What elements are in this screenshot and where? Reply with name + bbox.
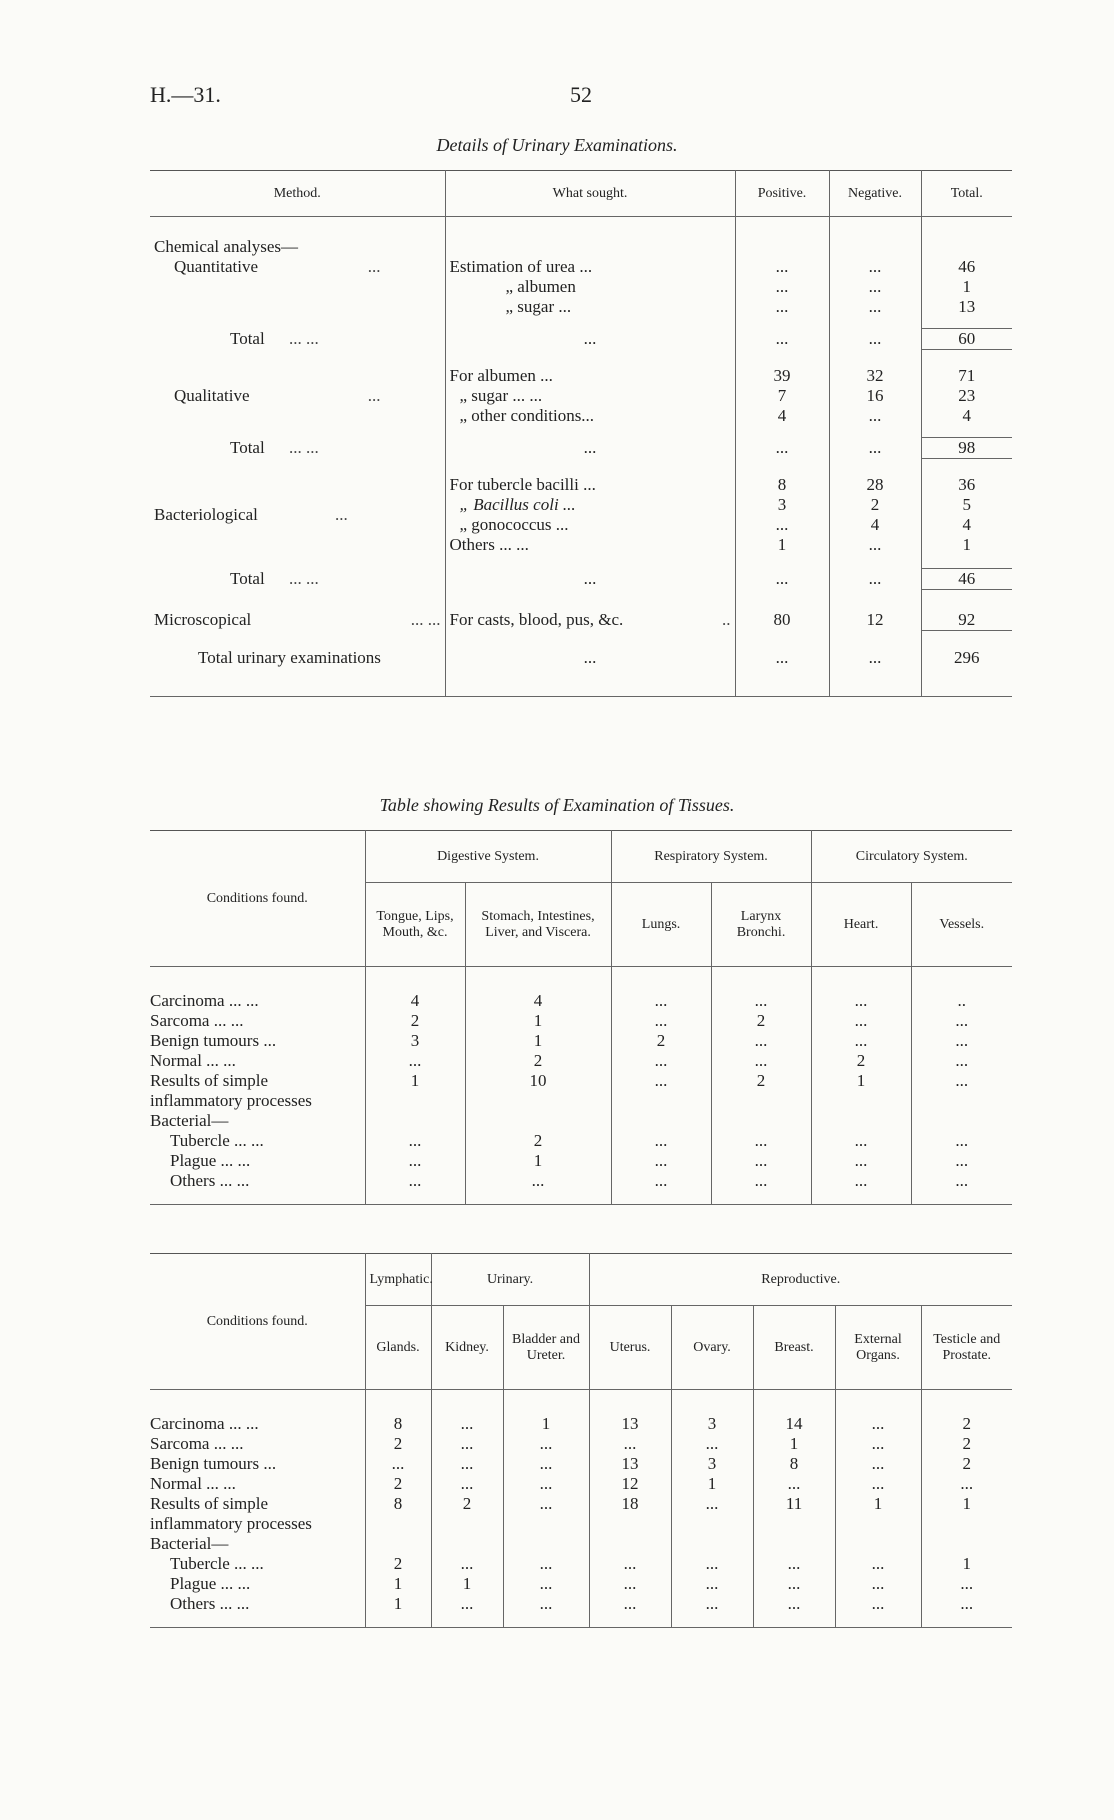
qual-what-1: „ sugar ... ... [445, 386, 735, 406]
condition-label: Results of simple inflammatory processes [150, 1071, 365, 1111]
cell: 1 [962, 1553, 972, 1573]
cell: ... [611, 1011, 711, 1031]
table-row [150, 1454, 1012, 1474]
cell: ... [589, 1574, 671, 1594]
cell: ... [835, 1434, 921, 1454]
tissues-table-1 [150, 830, 1012, 1205]
col-kidney: Kidney. [431, 1306, 503, 1390]
cell [835, 1534, 921, 1554]
condition-label: Plague ... ... [150, 1574, 365, 1594]
table-row [150, 1171, 1012, 1191]
cell: 2 [711, 1071, 811, 1111]
cell: ... [589, 1554, 671, 1574]
cell [753, 1534, 835, 1554]
cell: 1 [962, 534, 971, 554]
cell: ... [960, 1473, 974, 1493]
cell: ... [835, 1454, 921, 1474]
bact-what-2: „ gonococcus ... [445, 515, 735, 535]
cell: 5 [962, 494, 971, 514]
group-circulatory: Circulatory System. [811, 831, 1012, 883]
cell: 1 [835, 1494, 921, 1534]
cell: ... [503, 1454, 589, 1474]
cell: ... [365, 1051, 465, 1071]
cell: ... [955, 1010, 969, 1030]
leader-dots: ... [367, 256, 381, 276]
cell: ... [611, 1171, 711, 1191]
cell: 1 [735, 535, 829, 555]
bacteriological-label: Bacteriological [154, 504, 258, 524]
cell: ... [445, 329, 735, 350]
cell: ... [503, 1594, 589, 1614]
cell: 1 [671, 1474, 753, 1494]
cell: 71 [958, 365, 976, 385]
cell: ... [735, 297, 829, 317]
cell: ... [829, 329, 921, 350]
condition-label: Sarcoma ... ... [150, 1434, 365, 1454]
qualitative-row [150, 386, 1012, 406]
leader-dots: ... [367, 385, 381, 405]
cell: 2 [962, 1413, 972, 1433]
cell: 2 [611, 1031, 711, 1051]
table-row [150, 1131, 1012, 1151]
col-larynx: Larynx Bronchi. [711, 883, 811, 967]
cell: ... [671, 1554, 753, 1574]
cell: ... [829, 438, 921, 459]
cell: ... [431, 1414, 503, 1434]
cell: ... [835, 1474, 921, 1494]
cell: 13 [589, 1454, 671, 1474]
leader-dots: ... ... [288, 328, 319, 348]
grand-total-label: Total urinary examinations [150, 648, 445, 668]
quantitative-label: Quantitative [174, 256, 259, 276]
cell: ... [811, 1131, 911, 1151]
cell: ... [611, 1071, 711, 1111]
cell: 1 [503, 1414, 589, 1434]
quantitative-total-row [150, 329, 1012, 350]
cell: 7 [735, 386, 829, 406]
cell: ... [611, 1051, 711, 1071]
cell: ... [589, 1434, 671, 1454]
table-row [150, 1574, 1012, 1594]
cell: 2 [365, 1474, 431, 1494]
cell: ... [829, 569, 921, 590]
cell [365, 1111, 465, 1131]
cell: 2 [962, 1453, 972, 1473]
cell: ... [960, 1593, 974, 1613]
cell: 4 [829, 515, 921, 535]
cell: ... [611, 1151, 711, 1171]
qualitative-total-row [150, 438, 1012, 459]
cell: 13 [589, 1414, 671, 1434]
cell [611, 1111, 711, 1131]
tissues-table-2 [150, 1253, 1012, 1628]
cell: 12 [829, 610, 921, 631]
cell: ... [829, 297, 921, 317]
cell: ... [735, 277, 829, 297]
condition-label: Carcinoma ... ... [150, 991, 365, 1011]
cell: 14 [753, 1414, 835, 1434]
table-row [150, 1474, 1012, 1494]
cell: 2 [811, 1051, 911, 1071]
cell: 8 [365, 1494, 431, 1534]
condition-label: Normal ... ... [150, 1051, 365, 1071]
quant-what-1: „ albumen [445, 277, 735, 297]
cell [671, 1534, 753, 1554]
cell: ... [735, 329, 829, 350]
total-label: Total [230, 437, 265, 457]
quantitative-row [150, 257, 1012, 277]
group-respiratory: Respiratory System. [611, 831, 811, 883]
col-vessels: Vessels. [911, 883, 1012, 967]
cell: ... [465, 1171, 611, 1191]
cell: 36 [958, 474, 976, 494]
condition-label: Plague ... ... [150, 1151, 365, 1171]
cell: 1 [365, 1594, 431, 1614]
condition-label: Normal ... ... [150, 1474, 365, 1494]
condition-label: Bacterial— [150, 1111, 365, 1131]
col-breast: Breast. [753, 1306, 835, 1390]
col-heart: Heart. [811, 883, 911, 967]
cell: ... [431, 1554, 503, 1574]
chemical-heading-row [150, 237, 1012, 257]
bact-what-0: For tubercle bacilli ... [445, 475, 735, 495]
microscopical-row [150, 610, 1012, 631]
leader-dots: ... ... [288, 568, 319, 588]
cell: ... [431, 1434, 503, 1454]
col-ovary: Ovary. [671, 1306, 753, 1390]
cell: ... [835, 1414, 921, 1434]
cell [365, 1534, 431, 1554]
bact-what-1: „ Bacillus coli ... [445, 495, 735, 515]
cell: ... [503, 1434, 589, 1454]
cell: 3 [671, 1414, 753, 1434]
col-stomach: Stomach, Intestines, Liver, and Viscera. [465, 883, 611, 967]
bacteriological-row [150, 515, 1012, 535]
cell: ... [711, 1131, 811, 1151]
table-row [150, 1111, 1012, 1131]
cell: ... [671, 1594, 753, 1614]
bacteriological-total-row [150, 569, 1012, 590]
cell: ... [955, 1030, 969, 1050]
condition-label: Tubercle ... ... [150, 1131, 365, 1151]
cell: 8 [365, 1414, 431, 1434]
cell: ... [811, 1151, 911, 1171]
cell: ... [735, 438, 829, 459]
col-method: Method. [150, 171, 445, 217]
condition-label: Bacterial— [150, 1534, 365, 1554]
leader-dots: ... ... [410, 609, 441, 629]
cell [503, 1534, 589, 1554]
document-reference: H.—31. [150, 82, 221, 107]
cell: ... [735, 515, 829, 535]
cell: ... [445, 569, 735, 590]
condition-label: Others ... ... [150, 1594, 365, 1614]
group-lymphatic: Lymphatic. [365, 1254, 431, 1306]
cell: 1 [431, 1574, 503, 1594]
group-reproductive: Reproductive. [589, 1254, 1012, 1306]
cell: 1 [365, 1574, 431, 1594]
qual-what-2: „ other conditions... [445, 406, 735, 426]
cell: 4 [735, 406, 829, 426]
microscopical-label: Microscopical [154, 609, 252, 629]
cell: 3 [735, 495, 829, 515]
cell: ... [365, 1454, 431, 1474]
cell: 39 [735, 366, 829, 386]
condition-label: Sarcoma ... ... [150, 1011, 365, 1031]
cell: 1 [753, 1434, 835, 1454]
cell: 46 [958, 256, 976, 276]
qual-what-0: For albumen ... [445, 366, 735, 386]
cell: ... [589, 1594, 671, 1614]
urinary-examinations-table [150, 170, 1012, 697]
cell: ... [829, 535, 921, 555]
cell: ... [431, 1474, 503, 1494]
group-urinary: Urinary. [431, 1254, 589, 1306]
cell: ... [611, 991, 711, 1011]
condition-label: Tubercle ... ... [150, 1554, 365, 1574]
cell: ... [671, 1574, 753, 1594]
col-tongue: Tongue, Lips, Mouth, &c. [365, 883, 465, 967]
cell: ... [365, 1151, 465, 1171]
cell: 1 [465, 1031, 611, 1051]
table-row [150, 1494, 1012, 1534]
condition-label: Benign tumours ... [150, 1031, 365, 1051]
cell: 2 [365, 1434, 431, 1454]
condition-label: Carcinoma ... ... [150, 1414, 365, 1434]
cell: 12 [589, 1474, 671, 1494]
cell: ... [811, 1171, 911, 1191]
cell: ... [711, 1031, 811, 1051]
cell: ... [431, 1594, 503, 1614]
cell: ... [835, 1574, 921, 1594]
col-bladder: Bladder and Ureter. [503, 1306, 589, 1390]
urinary-table-title: Details of Urinary Examinations. [436, 135, 678, 155]
cell: 4 [465, 991, 611, 1011]
col-testicle: Testicle and Prostate. [921, 1306, 1012, 1390]
cell: ... [711, 1051, 811, 1071]
cell [921, 1534, 1012, 1554]
table-row [150, 991, 1012, 1011]
microscopical-what: For casts, blood, pus, &c. [449, 609, 624, 629]
cell: ... [503, 1474, 589, 1494]
condition-label: Results of simple inflammatory processes [150, 1494, 365, 1534]
cell: ... [829, 648, 921, 668]
cell: ... [955, 1150, 969, 1170]
cell: ... [431, 1454, 503, 1474]
quant-what-2: „ sugar ... [445, 297, 735, 317]
col-external-organs: External Organs. [835, 1306, 921, 1390]
col-negative: Negative. [829, 171, 921, 217]
cell: ... [960, 1573, 974, 1593]
cell: 2 [365, 1011, 465, 1031]
cell: ... [611, 1131, 711, 1151]
group-digestive: Digestive System. [365, 831, 611, 883]
cell: ... [671, 1434, 753, 1454]
cell: 2 [829, 495, 921, 515]
cell: 46 [921, 569, 1012, 590]
cell: ... [753, 1474, 835, 1494]
cell: ... [835, 1554, 921, 1574]
cell: ... [955, 1170, 969, 1190]
quant-what-0: Estimation of urea ... [445, 257, 735, 277]
cell: ... [829, 277, 921, 297]
table-row [150, 1414, 1012, 1434]
cell: 92 [921, 610, 1012, 631]
cell: 8 [753, 1454, 835, 1474]
cell: ... [445, 648, 735, 668]
cell: 2 [431, 1494, 503, 1534]
page-number: 52 [570, 82, 592, 107]
chemical-analyses-label: Chemical analyses— [150, 237, 445, 257]
cell: ... [711, 1151, 811, 1171]
cell: ... [753, 1594, 835, 1614]
cell: 1 [465, 1151, 611, 1171]
cell: ... [711, 991, 811, 1011]
cell: ... [503, 1494, 589, 1534]
col-uterus: Uterus. [589, 1306, 671, 1390]
cell: ... [735, 648, 829, 668]
cell: 8 [735, 475, 829, 495]
table-row [150, 1434, 1012, 1454]
cell: ... [735, 569, 829, 590]
cell [811, 1111, 911, 1131]
cell: ... [753, 1554, 835, 1574]
col-lungs: Lungs. [611, 883, 711, 967]
leader-dots: ... ... [288, 437, 319, 457]
table-row [150, 1594, 1012, 1614]
table-row [150, 1031, 1012, 1051]
col-positive: Positive. [735, 171, 829, 217]
cell: ... [811, 1031, 911, 1051]
cell: .. [957, 990, 967, 1010]
col-total: Total. [921, 171, 1012, 217]
cell: 4 [365, 991, 465, 1011]
cell: ... [671, 1494, 753, 1534]
table-row [150, 1011, 1012, 1031]
cell [465, 1111, 611, 1131]
cell: 1 [811, 1071, 911, 1111]
cell: 1 [465, 1011, 611, 1031]
condition-label: Benign tumours ... [150, 1454, 365, 1474]
table-row [150, 1051, 1012, 1071]
cell: 28 [829, 475, 921, 495]
urinary-table-header [150, 171, 1012, 217]
cell: 2 [962, 1433, 972, 1453]
cell: ... [735, 257, 829, 277]
cell: 16 [829, 386, 921, 406]
cell: 18 [589, 1494, 671, 1534]
conditions-found-header: Conditions found. [150, 831, 365, 967]
cell: ... [811, 991, 911, 1011]
cell: 1 [365, 1071, 465, 1111]
cell [589, 1534, 671, 1554]
total-label: Total [230, 328, 265, 348]
cell: 296 [954, 648, 980, 667]
cell: 3 [365, 1031, 465, 1051]
bact-what-3: Others ... ... [445, 535, 735, 555]
cell: 4 [962, 514, 971, 534]
conditions-found-header: Conditions found. [150, 1254, 365, 1390]
cell: ... [711, 1171, 811, 1191]
cell: 23 [958, 385, 976, 405]
cell [431, 1534, 503, 1554]
table-row [150, 1071, 1012, 1111]
table-row [150, 1534, 1012, 1554]
cell: ... [365, 1171, 465, 1191]
cell [911, 1111, 1012, 1131]
table-row [150, 1151, 1012, 1171]
total-label: Total [230, 568, 265, 588]
cell: 13 [958, 296, 976, 316]
table-row [150, 1554, 1012, 1574]
cell [711, 1111, 811, 1131]
cell: ... [835, 1594, 921, 1614]
cell: 11 [753, 1494, 835, 1534]
col-glands: Glands. [365, 1306, 431, 1390]
cell: 60 [921, 329, 1012, 350]
grand-total-row [150, 648, 1012, 668]
cell: ... [753, 1574, 835, 1594]
leader-dots: .. [722, 609, 731, 629]
cell: 4 [962, 405, 971, 425]
col-what-sought: What sought. [445, 171, 735, 217]
cell: ... [955, 1050, 969, 1070]
cell: 32 [829, 366, 921, 386]
cell: 1 [962, 276, 971, 296]
cell: 80 [735, 610, 829, 631]
cell: ... [955, 1130, 969, 1150]
cell: ... [365, 1131, 465, 1151]
cell: 10 [465, 1071, 611, 1111]
condition-label: Others ... ... [150, 1171, 365, 1191]
cell: ... [445, 438, 735, 459]
cell: ... [811, 1011, 911, 1031]
cell: ... [829, 257, 921, 277]
cell: ... [955, 1070, 969, 1090]
cell: 1 [962, 1493, 972, 1513]
qualitative-label: Qualitative [174, 385, 250, 405]
cell: ... [503, 1574, 589, 1594]
cell: ... [503, 1554, 589, 1574]
tissues-table-title: Table showing Results of Examination of Tissues. [379, 795, 735, 815]
cell: 3 [671, 1454, 753, 1474]
cell: 2 [365, 1554, 431, 1574]
cell: 2 [465, 1051, 611, 1071]
cell: ... [829, 406, 921, 426]
cell: 98 [921, 438, 1012, 459]
cell: 2 [711, 1011, 811, 1031]
cell: 2 [465, 1131, 611, 1151]
leader-dots: ... [335, 504, 348, 524]
